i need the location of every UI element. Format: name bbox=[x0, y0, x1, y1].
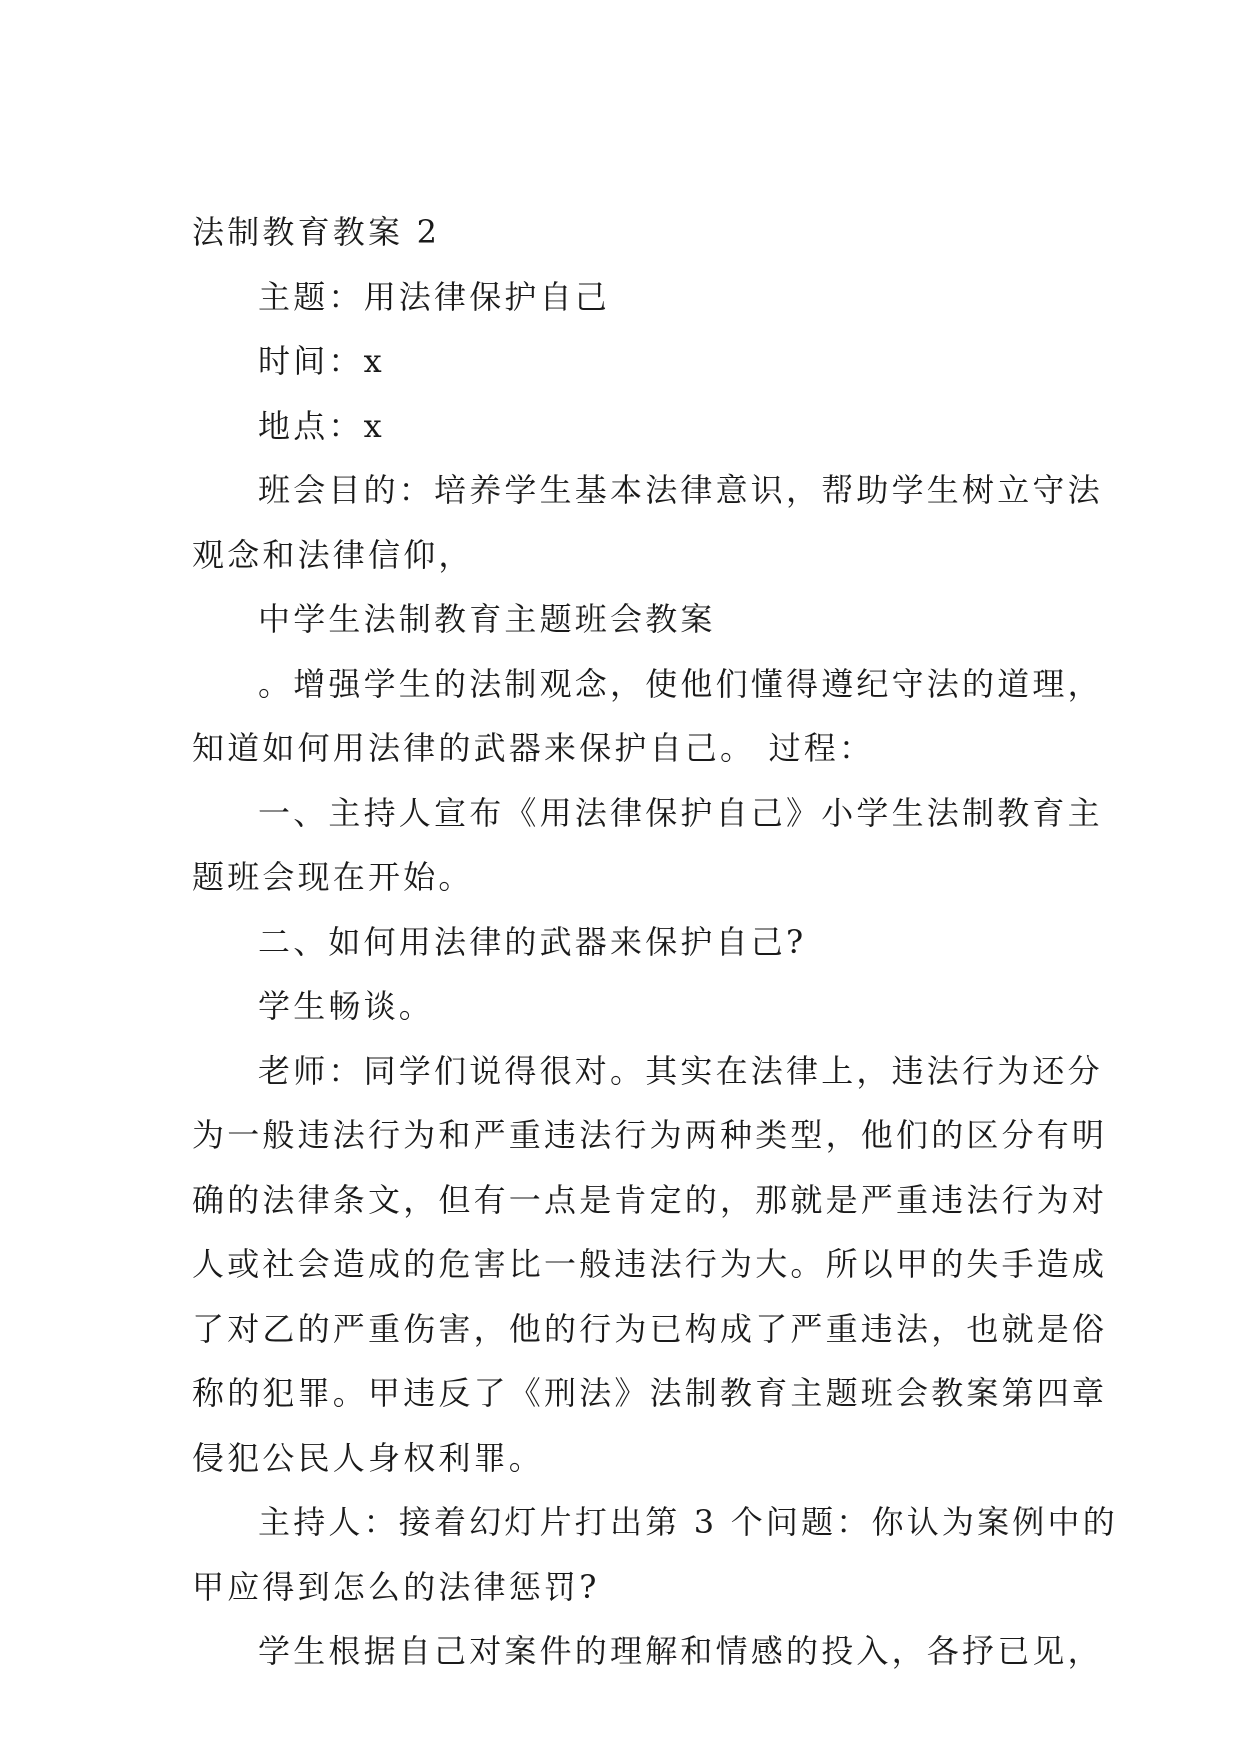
paragraph-line: 了对乙的严重伤害，他的行为已构成了严重违法，也就是俗 bbox=[192, 1309, 1108, 1348]
paragraph-line: 二、如何用法律的武器来保护自己? bbox=[258, 922, 807, 961]
paragraph-line: 地点：x bbox=[258, 406, 385, 445]
paragraph-line: 主持人：接着幻灯片打出第 3 个问题：你认为案例中的 bbox=[258, 1503, 1118, 1541]
paragraph-line: 确的法律条文，但有一点是肯定的，那就是严重违法行为对 bbox=[192, 1180, 1108, 1219]
paragraph-line: 甲应得到怎么的法律惩罚? bbox=[192, 1567, 600, 1606]
paragraph-line: 中学生法制教育主题班会教案 bbox=[258, 600, 716, 638]
paragraph-line: 班会目的：培养学生基本法律意识，帮助学生树立守法 bbox=[258, 471, 1103, 509]
paragraph-line: 老师：同学们说得很对。其实在法律上，违法行为还分 bbox=[258, 1051, 1103, 1090]
paragraph-line: 知道如何用法律的武器来保护自己。 过程： bbox=[192, 729, 875, 767]
paragraph-line: 。增强学生的法制观念，使他们懂得遵纪守法的道理， bbox=[258, 664, 1103, 703]
paragraph-line: 主题：用法律保护自己 bbox=[258, 277, 611, 316]
paragraph-line: 称的犯罪。甲违反了《刑法》法制教育主题班会教案第四章 bbox=[192, 1374, 1108, 1412]
paragraph-line: 观念和法律信仰， bbox=[192, 535, 474, 574]
document-page bbox=[192, 200, 1118, 1684]
document-title: 法制教育教案 2 bbox=[192, 213, 441, 251]
paragraph-line: 学生根据自己对案件的理解和情感的投入，各抒已见， bbox=[258, 1632, 1103, 1670]
paragraph-line: 题班会现在开始。 bbox=[192, 858, 474, 896]
paragraph-line: 时间：x bbox=[258, 342, 385, 380]
paragraph-line: 学生畅谈。 bbox=[258, 987, 435, 1025]
paragraph-line: 人或社会造成的危害比一般违法行为大。所以甲的失手造成 bbox=[192, 1245, 1108, 1283]
paragraph-line: 为一般违法行为和严重违法行为两种类型，他们的区分有明 bbox=[192, 1116, 1108, 1154]
paragraph-line: 侵犯公民人身权利罪。 bbox=[192, 1438, 545, 1477]
paragraph-line: 一、主持人宣布《用法律保护自己》小学生法制教育主 bbox=[258, 793, 1103, 832]
